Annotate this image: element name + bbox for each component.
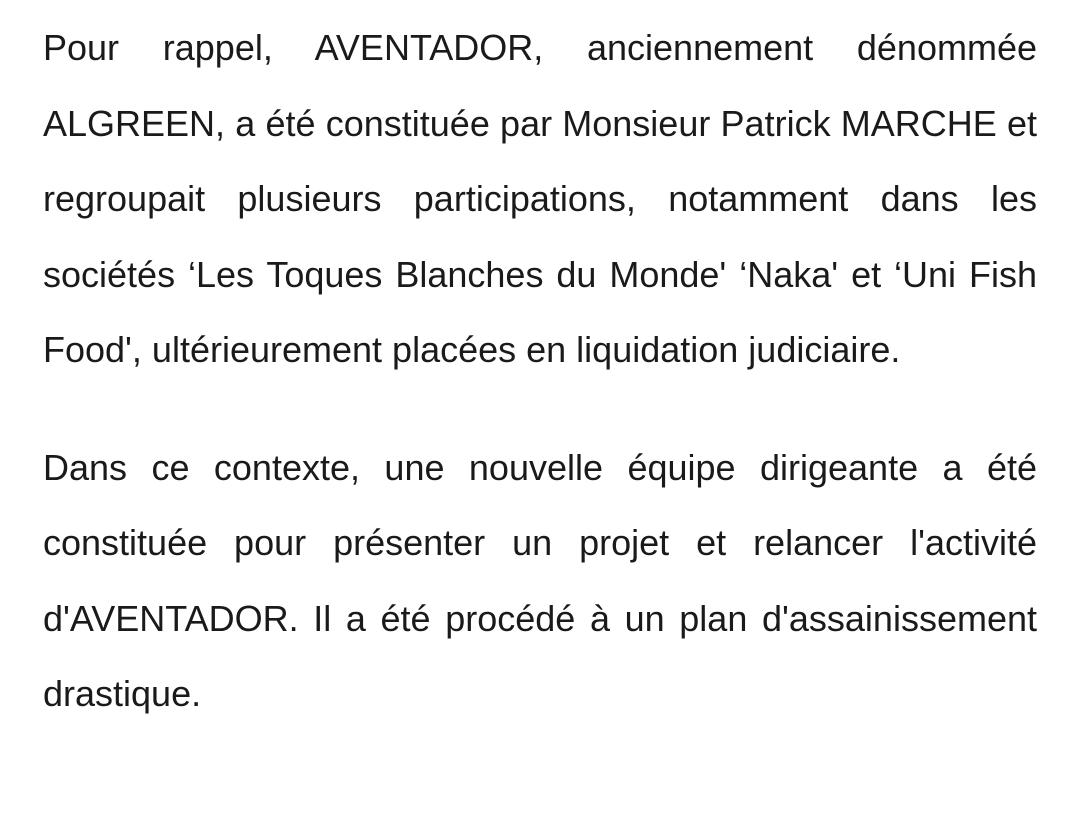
paragraph-context: Pour rappel, AVENTADOR, anciennement dénommée ALGREEN, a été constituée par Monsieur Patrick MARCHE et regroupait plusieurs participations, notamment dans les sociétés ‘Les Toques Blanches du Monde' ‘Naka' et ‘Uni Fish Food', ultérieurement placées en liquidation judiciaire. <box>43 27 1037 370</box>
article-body <box>43 10 1037 732</box>
paragraph-restructuring: Dans ce contexte, une nouvelle équipe dirigeante a été constituée pour présenter un projet et relancer l'activité d'AVENTADOR. Il a été procédé à un plan d'assainissement drastique. <box>43 446 1037 714</box>
